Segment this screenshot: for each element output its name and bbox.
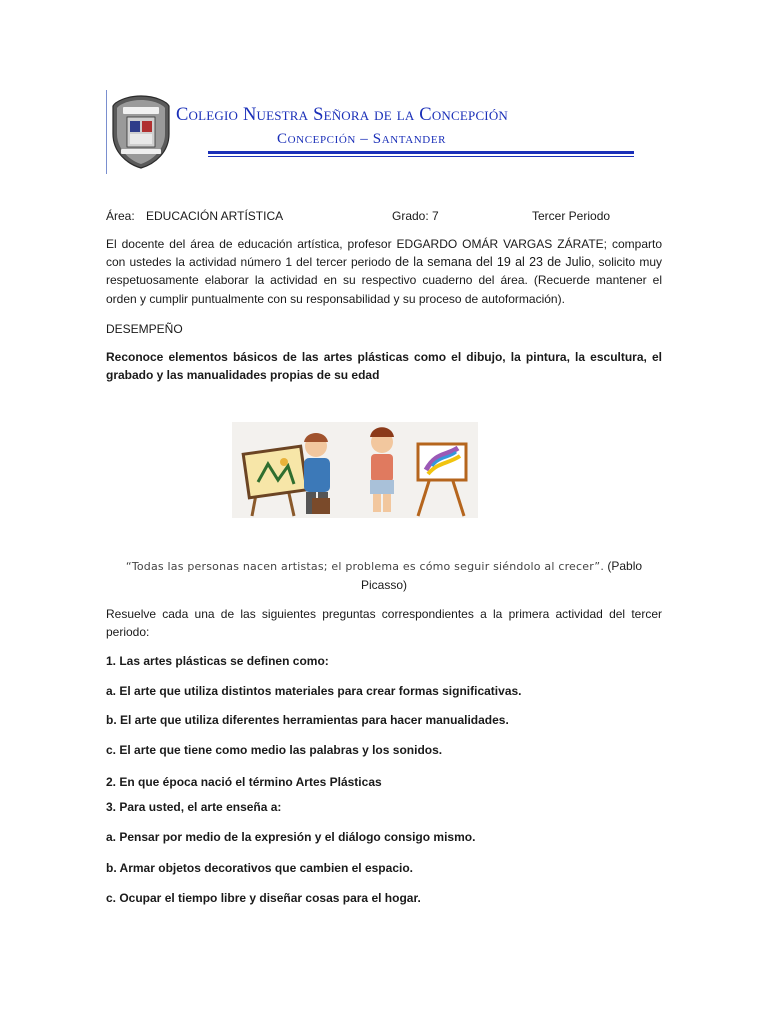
option-1c: c. El arte que tiene como medio las palabras y los sonidos. (106, 743, 443, 757)
desempeno-text: Reconoce elementos básicos de las artes plásticas como el dibujo, la pintura, la escultura, el grabado y las manualidades propias de su edad (106, 350, 662, 383)
area-value: EDUCACIÓN ARTÍSTICA (146, 209, 284, 223)
question-number: 2. (106, 775, 117, 789)
children-painting-illustration (232, 422, 478, 518)
desempeno-heading: DESEMPEÑO (106, 322, 183, 336)
header-rule-thin (208, 156, 634, 157)
quote-text: “Todas las personas nacen artistas; el problema es cómo seguir siéndolo al crecer”. (125, 560, 605, 573)
question-3 (106, 798, 281, 816)
option-3a: a. Pensar por medio de la expresión y el diálogo consigo mismo. (106, 830, 476, 844)
question-number: 3. (106, 800, 117, 814)
school-crest-icon (111, 94, 171, 170)
header-vertical-rule (106, 90, 107, 174)
question-2 (106, 773, 382, 791)
option-3c: c. Ocupar el tiempo libre y diseñar cosas para el hogar. (106, 891, 421, 905)
intro-text-1: El docente del área de educación artística, profesor EDGARDO OMÁR VARGAS ZÁRATE; comparto con ustedes la actividad número 1 del tercer periodo (106, 237, 662, 270)
question-1 (106, 652, 329, 670)
instructions: Resuelve cada una de las siguientes preguntas correspondientes a la primera actividad del tercer periodo: (106, 607, 662, 640)
intro-date-highlight: de la semana del 19 al 23 de Julio (395, 255, 592, 270)
area-label: Área: (106, 209, 135, 223)
option-3b: b. Armar objetos decorativos que cambien el espacio. (106, 861, 413, 875)
option-1a: a. El arte que utiliza distintos materiales para crear formas significativas. (106, 684, 522, 698)
grade: Grado: 7 (392, 209, 439, 223)
intro-paragraph (106, 235, 662, 308)
school-name: Colegio Nuestra Señora de la Concepción (176, 105, 509, 125)
school-city: Concepción – Santander (277, 131, 447, 147)
quote-author: (Pablo Picasso) (360, 559, 643, 592)
header-rule-thick (208, 151, 634, 154)
period: Tercer Periodo (532, 209, 611, 223)
quote (106, 557, 662, 595)
question-text: Para usted, el arte enseña a: (116, 800, 282, 814)
question-text: Las artes plásticas se definen como: (116, 654, 329, 668)
question-text: En que época nació el término Artes Plásticas (116, 775, 382, 789)
option-1b: b. El arte que utiliza diferentes herramientas para hacer manualidades. (106, 713, 509, 727)
intro-text-2: , solicito muy respetuosamente elaborar la actividad en su respectivo cuaderno del área. (Recuerde mantener el orden y cumplir puntualmente con su responsabilidad y su proceso de autoformación). (106, 255, 662, 306)
question-number: 1. (106, 654, 117, 668)
